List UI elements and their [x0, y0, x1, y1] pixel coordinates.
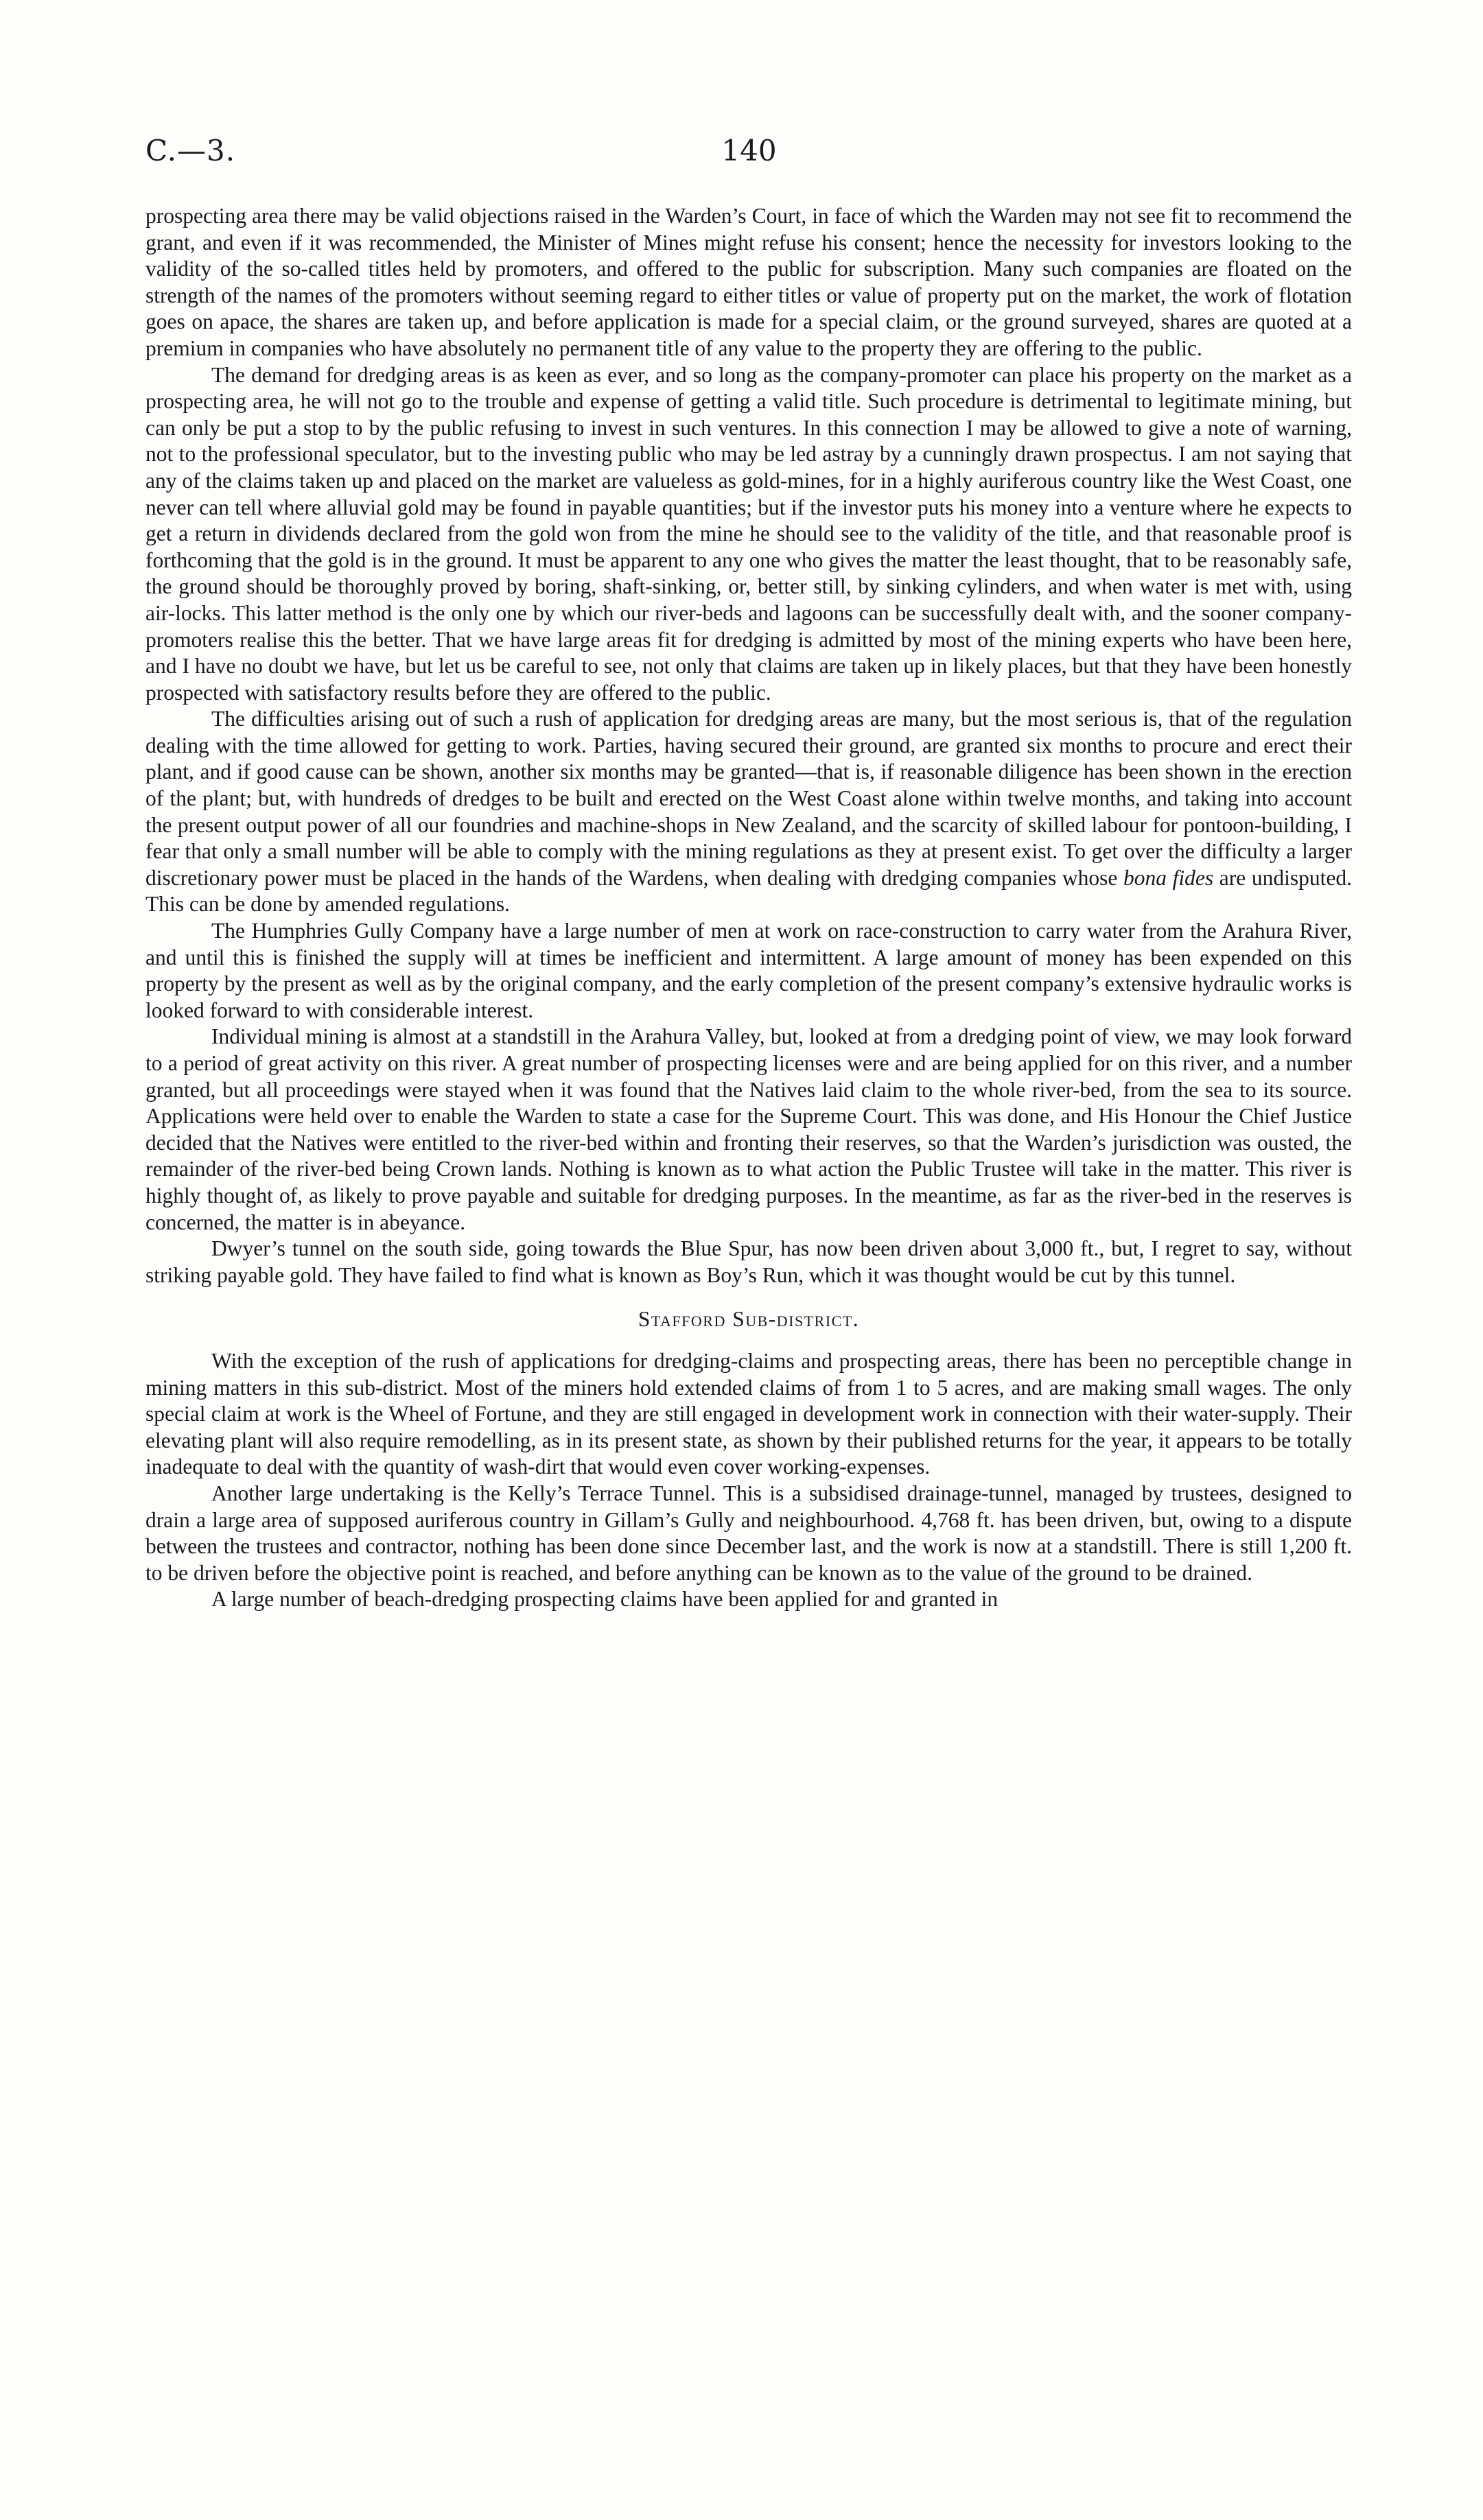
paragraph: The demand for dredging areas is as keen as ever, and so long as the company-promoter can place his property on the market as a prospecting area, he will not go to the trouble and expense of getting a valid title. Such procedure is detrimental to legitimate mining, but can only be put a stop to by the public refusing to invest in such ventures. In this connection I may be allowed to give a note of warning, not to the professional speculator, but to the investing public who may be led astray by a cunningly drawn prospectus. I am not saying that any of the claims taken up and placed on the market are valueless as gold-mines, for in a highly auriferous country like the West Coast, one never can tell where alluvial gold may be found in payable quantities; but if the investor puts his money into a venture where he expects to get a return in dividends declared from the gold won from the mine he should see to the validity of the title, and that reasonable proof is forthcoming that the gold is in the ground. It must be apparent to any one who gives the matter the least thought, that to be reasonably safe, the ground should be thoroughly proved by boring, shaft-sinking, or, better still, by sinking cylinders, and when water is met with, using air-locks. This latter method is the only one by which our river-beds and lagoons can be successfully dealt with, and the sooner company-promoters realise this the better. That we have large areas fit for dredging is admitted by most of the mining experts who have been here, and I have no doubt we have, but let us be careful to see, not only that claims are taken up in likely places, but that they have been honestly prospected with satisfactory results before they are offered to the public.	[145, 362, 1352, 705]
section-heading: Stafford Sub-district.	[638, 1307, 860, 1332]
document-reference: C.—3.	[145, 134, 236, 167]
paragraph-text: are undisputed. This can be done by amended regulations.	[145, 865, 1352, 917]
paragraph	[145, 706, 1352, 918]
paragraph: prospecting area there may be valid objections raised in the Warden’s Court, in face of which the Warden may not see fit to recommend the grant, and even if it was recommended, the Minister of Mines might refuse his consent; hence the necessity for investors looking to the validity of the so-called titles held by promoters, and offered to the public for subscription. Many such companies are floated on the strength of the names of the promoters without seeming regard to either titles or value of property put on the market, the work of flotation goes on apace, the shares are taken up, and before application is made for a special claim, or the ground surveyed, shares are quoted at a premium in companies who have absolutely no permanent title of any value to the property they are offering to the public.	[145, 204, 1352, 360]
page-number: 140	[721, 134, 777, 167]
paragraph: With the exception of the rush of applications for dredging-claims and prospecting areas, there has been no perceptible change in mining matters in this sub-district. Most of the miners hold extended claims of from 1 to 5 acres, and are making small wages. The only special claim at work is the Wheel of Fortune, and they are still engaged in development work in connection with their water-supply. Their elevating plant will also require remodelling, as in its present state, as shown by their published returns for the year, it appears to be totally inadequate to deal with the quantity of wash-dirt that would even cover working-expenses.	[145, 1348, 1352, 1479]
paragraph: Another large undertaking is the Kelly’s Terrace Tunnel. This is a subsidised drainage-tunnel, managed by trustees, designed to drain a large area of supposed auriferous country in Gillam’s Gully and neighbourhood. 4,768 ft. has been driven, but, owing to a dispute between the trustees and contractor, nothing has been done since December last, and the work is now at a standstill. There is still 1,200 ft. to be driven before the objective point is reached, and before anything can be known as to the value of the ground to be drained.	[145, 1481, 1352, 1585]
paragraph: The Humphries Gully Company have a large number of men at work on race-construction to carry water from the Arahura River, and until this is finished the supply will at times be inefficient and intermittent. A large amount of money has been expended on this property by the present as well as by the original company, and the early completion of the present company’s extensive hydraulic works is looked forward to with considerable interest.	[145, 919, 1352, 1022]
paragraph: A large number of beach-dredging prospecting claims have been applied for and granted in	[211, 1587, 999, 1612]
italic-phrase: bona fides	[1123, 865, 1214, 890]
page-header	[145, 134, 1353, 182]
paragraph: Dwyer’s tunnel on the south side, going towards the Blue Spur, has now been driven about 3,000 ft., but, I regret to say, without striking payable gold. They have failed to find what is known as Boy’s Run, which it was thought would be cut by this tunnel.	[145, 1236, 1352, 1287]
body-text	[145, 203, 1352, 1613]
paragraph: Individual mining is almost at a standstill in the Arahura Valley, but, looked at from a dredging point of view, we may look forward to a period of great activity on this river. A great number of prospecting licenses were and are being applied for on this river, and a number granted, but all proceedings were stayed when it was found that the Natives laid claim to the whole river-bed, from the sea to its source. Applications were held over to enable the Warden to state a case for the Supreme Court. This was done, and His Honour the Chief Justice decided that the Natives were entitled to the river-bed within and fronting their reserves, so that the Warden’s jurisdiction was ousted, the remainder of the river-bed being Crown lands. Nothing is known as to what action the Public Trustee will take in the matter. This river is highly thought of, as likely to prove payable and suitable for dredging purposes. In the meantime, as far as the river-bed in the reserves is concerned, the matter is in abeyance.	[145, 1024, 1352, 1234]
paragraph-text: The difficulties arising out of such a rush of application for dredging areas are many, but the most serious is, that of the regulation dealing with the time allowed for getting to work. Parties, having secured their ground, are granted six months to procure and erect their plant, and if good cause can be shown, another six months may be granted—that is, if reasonable diligence has been shown in the erection of the plant; but, with hundreds of dredges to be built and erected on the West Coast alone within twelve months, and taking into account the present output power of all our foundries and machine-shops in New Zealand, and the scarcity of skilled labour for pontoon-building, I fear that only a small number will be able to comply with the mining regulations as they at present exist. To get over the difficulty a larger discretionary power must be placed in the hands of the Wardens, when dealing with dredging companies whose	[145, 707, 1352, 890]
